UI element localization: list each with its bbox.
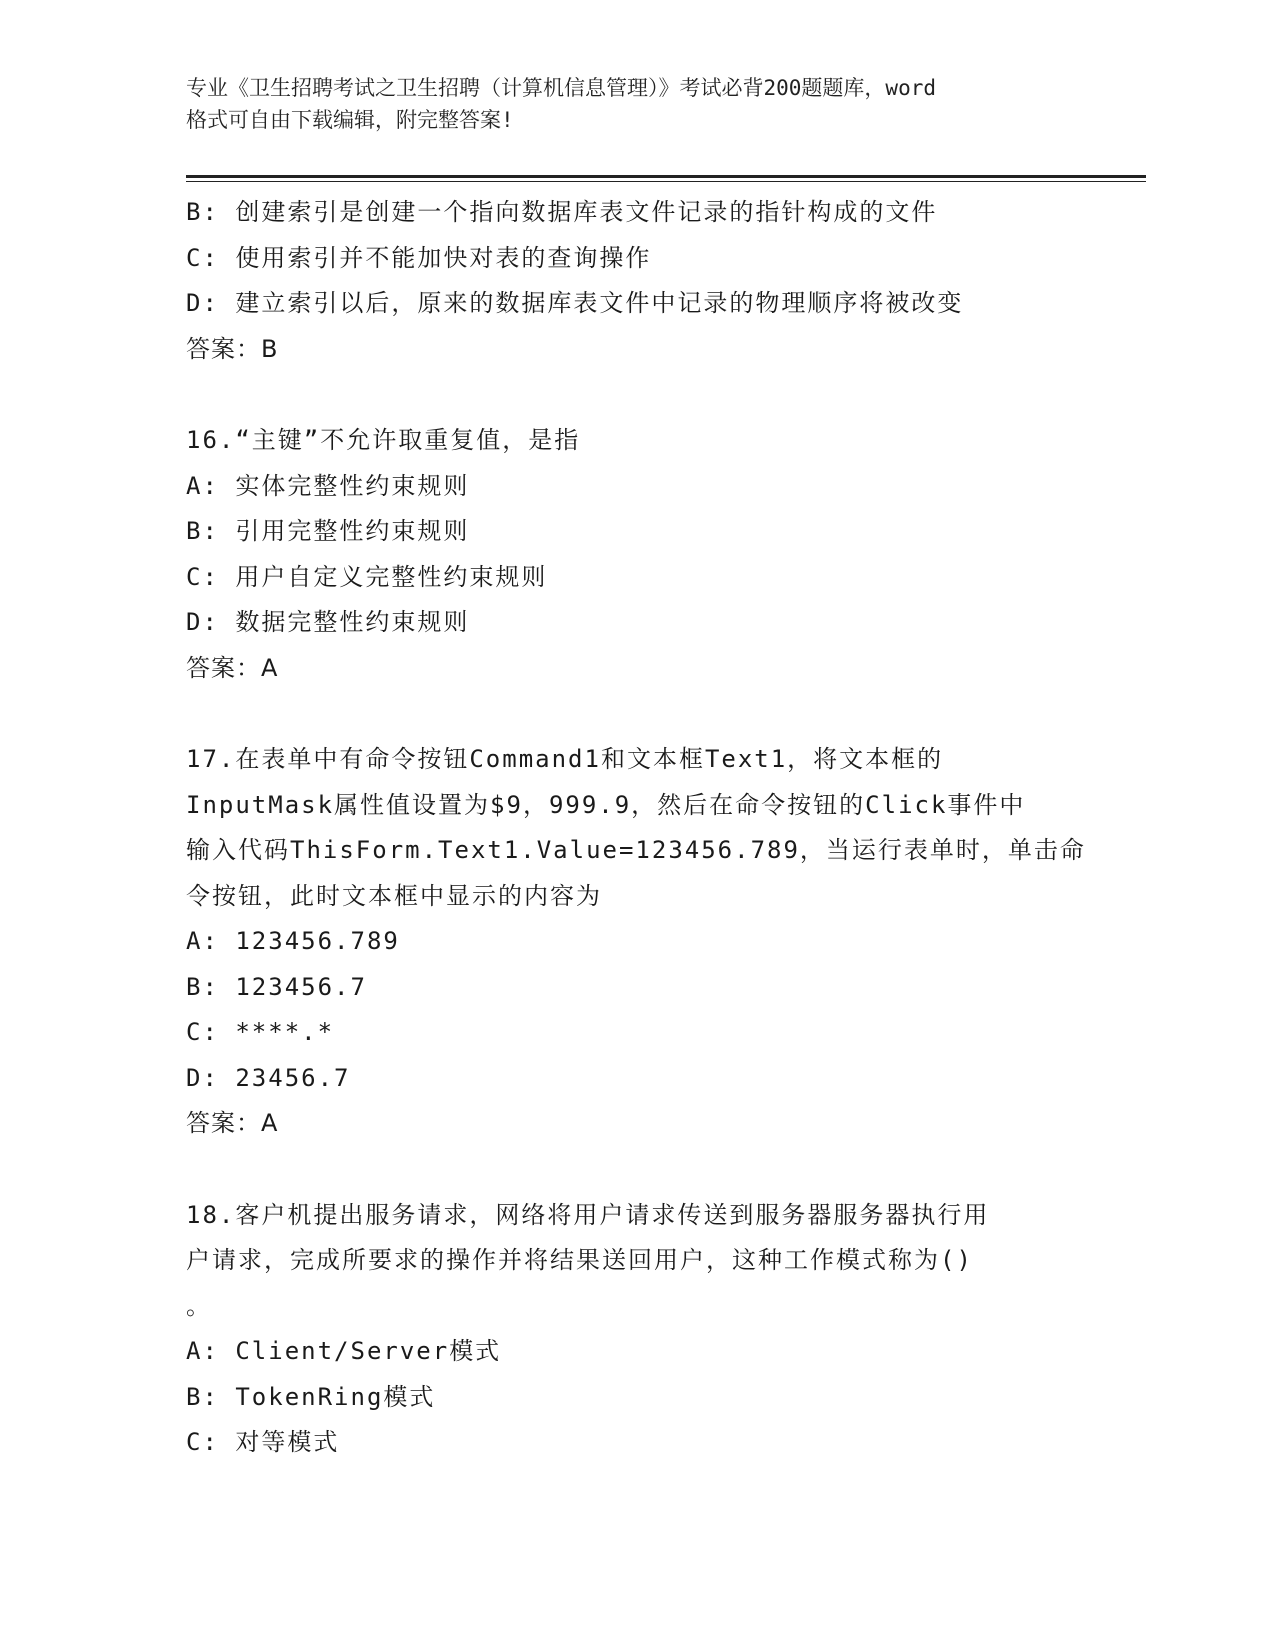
question-stem: 18.客户机提出服务请求，网络将用户请求传送到服务器服务器执行用 <box>186 1200 990 1229</box>
option-c: C: 用户自定义完整性约束规则 <box>186 562 548 591</box>
option-b: B: 创建索引是创建一个指向数据库表文件记录的指针构成的文件 <box>186 198 938 226</box>
question-list <box>186 190 1086 1466</box>
option-d: D: 23456.7 <box>186 1063 351 1092</box>
option-a: A: 123456.789 <box>186 927 400 955</box>
question-stem: 令按钮，此时文本框中显示的内容为 <box>186 881 602 910</box>
question-stem: 户请求，完成所要求的操作并将结果送回用户，这种工作模式称为() <box>186 1246 973 1274</box>
option-c: C: 使用索引并不能加快对表的查询操作 <box>186 243 652 272</box>
spacer <box>186 1147 1086 1193</box>
option-b: B: 123456.7 <box>186 972 367 1001</box>
header-line-1: 专业《卫生招聘考试之卫生招聘（计算机信息管理）》考试必背200题题库，word <box>186 76 936 100</box>
question-18 <box>186 1193 1086 1466</box>
answer: 答案：A <box>186 653 279 682</box>
option-b: B: TokenRing模式 <box>186 1382 436 1411</box>
question-stem: 17.在表单中有命令按钮Command1和文本框Text1，将文本框的 <box>186 745 944 773</box>
question-stem: 。 <box>186 1291 212 1320</box>
option-a: A: 实体完整性约束规则 <box>186 471 470 500</box>
option-a: A: Client/Server模式 <box>186 1337 502 1365</box>
question-17 <box>186 737 1086 1147</box>
answer: 答案：B <box>186 334 279 363</box>
option-b: B: 引用完整性约束规则 <box>186 517 470 545</box>
question-15-tail <box>186 190 1086 372</box>
question-stem: 输入代码ThisForm.Text1.Value=123456.789，当运行表单时，单击命 <box>186 836 1086 864</box>
option-d: D: 数据完整性约束规则 <box>186 608 470 636</box>
spacer <box>186 372 1086 418</box>
header-rule-thin <box>186 181 1146 182</box>
header-rule-thick <box>186 175 1146 178</box>
answer: 答案：A <box>186 1109 279 1137</box>
question-stem: 16.“主键”不允许取重复值，是指 <box>186 426 581 454</box>
option-d: D: 建立索引以后，原来的数据库表文件中记录的物理顺序将被改变 <box>186 289 964 317</box>
option-c: C: ****.* <box>186 1018 335 1046</box>
question-16 <box>186 418 1086 691</box>
option-c: C: 对等模式 <box>186 1428 340 1456</box>
header-line-2: 格式可自由下载编辑，附完整答案! <box>186 108 514 132</box>
document-header <box>186 72 1086 136</box>
question-stem: InputMask属性值设置为$9，999.9，然后在命令按钮的Click事件中 <box>186 790 1026 819</box>
spacer <box>186 691 1086 737</box>
